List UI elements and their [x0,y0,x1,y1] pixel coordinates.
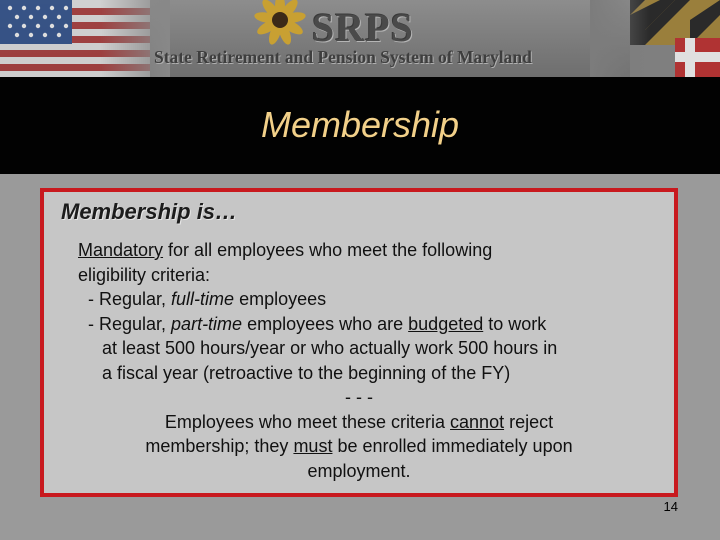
text-span: Employees who meet these criteria [164,411,451,432]
budgeted-word: budgeted [408,313,484,334]
header-banner [0,0,720,77]
bullet-part-time [88,312,546,336]
separator-text: - - - [345,387,373,407]
text-span: employees [234,289,327,309]
para-line [102,361,510,385]
must-word: must [293,436,333,456]
text-span: employees who are [242,313,409,334]
text-span: to work [483,313,547,334]
text-span: reject [504,411,554,432]
text-span: membership; they [145,436,294,456]
system-name: State Retirement and Pension System of Maryland [154,47,532,67]
part-time-word: part-time [171,313,243,334]
cannot-word: cannot [450,411,505,432]
mandatory-word: Mandatory [78,240,164,260]
closing-line [44,459,674,483]
content-heading: Membership is… [61,199,238,224]
closing-line [44,410,674,434]
para-line [78,238,492,262]
text-span: at least 500 hours/year or who actually work 500 hours in [102,338,558,358]
full-time-word: full-time [171,289,235,309]
title-bar [0,77,720,174]
slide-title: Membership [260,104,460,145]
text-span: eligibility criteria: [78,264,211,285]
text-span: employment. [307,460,411,481]
page-number: 14 [663,499,678,514]
para-line [102,336,557,360]
srps-logo-text: SRPS [312,5,414,50]
content-box [40,188,678,497]
text-span: a fiscal year (retroactive to the beginning of the FY) [102,362,511,383]
para-line [78,263,210,287]
flower-icon [254,0,307,46]
separator [44,385,674,409]
text-span: - Regular, [88,313,172,334]
text-span: be enrolled immediately upon [332,436,573,456]
text-span: for all employees who meet the following [163,240,493,260]
bullet-full-time [88,287,326,311]
text-span: - Regular, [88,289,172,309]
closing-line [44,434,674,458]
